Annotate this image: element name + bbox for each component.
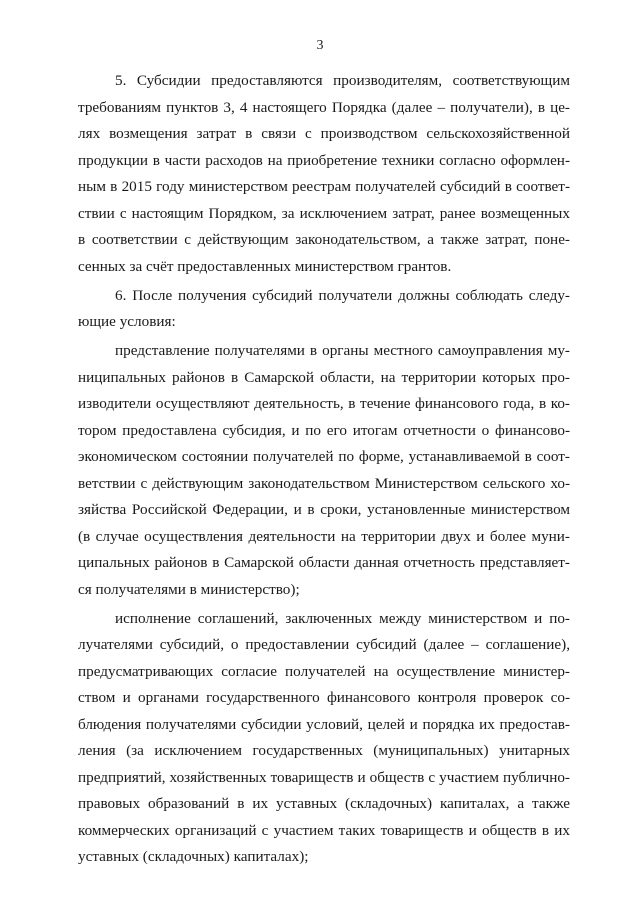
text-line: ся получателями в министерство); [78,580,300,598]
text-line: зяйства Российской Федерации, и в сроки, установленные министерством [78,501,570,518]
text-line: предусматривающих согласие получателей на осуществление министер- [78,662,570,680]
text-line: экономическом состоянии получателей по форме, устанавливаемой в соот- [78,448,570,465]
text-line: ления (за исключением государственных (муниципальных) унитарных [78,742,570,759]
text-line: ципальных районов в Самарской области данная отчетность представляет- [78,554,570,571]
text-line: правовых образований в их уставных (складочных) капиталах, а также [78,795,570,812]
text-line: уставных (складочных) капиталах); [78,848,309,865]
text-line: коммерческих организаций с участием таких товариществ и обществ в их [78,821,570,839]
text-line: лях возмещения затрат в связи с производством сельскохозяйственной [78,125,570,142]
text-line: 6. После получения субсидий получатели должны соблюдать следу- [115,286,570,304]
text-line: ющие условия: [78,313,176,330]
text-line: лучателями субсидий, о предоставлении субсидий (далее – соглашение), [78,636,570,653]
paragraph-conditions-intro [78,283,570,336]
text-line: представление получателями в органы местного самоуправления му- [115,342,570,359]
text-line: в соответствии с действующим законодательством, а также затрат, поне- [78,231,570,248]
text-line: ствии с настоящим Порядком, за исключением затрат, ранее возмещенных [78,204,570,222]
text-line: тором предоставлена субсидия, и по его итогам отчетности о финансово- [78,421,570,439]
text-line: продукции в части расходов на приобретение техники согласно оформлен- [78,151,570,169]
text-line: предприятий, хозяйственных товариществ и обществ с участием публично- [78,768,570,786]
page-number: 3 [316,38,324,53]
text-line: ством и органами государственного финансового контроля проверок со- [78,689,570,706]
text-line: требованиям пунктов 3, 4 настоящего Порядка (далее – получатели), в це- [78,98,570,116]
text-line: изводители осуществляют деятельность, в течение финансового года, в ко- [78,395,570,412]
document-body [78,68,570,871]
paragraph-subsidies-recipients [78,68,570,280]
text-line: исполнение соглашений, заключенных между министерством и по- [115,609,570,627]
text-line: (в случае осуществления деятельности на территории двух и более муни- [78,527,570,545]
paragraph-agreements-condition [78,606,570,871]
text-line: сенных за счёт предоставленных министерством грантов. [78,257,452,275]
text-line: ным в 2015 году министерством реестрам получателей субсидий в соответ- [78,178,570,195]
paragraph-reporting-condition [78,338,570,603]
text-line: 5. Субсидии предоставляются производителям, соответствующим [115,72,570,89]
text-line: блюдения получателями субсидии условий, целей и порядка их предостав- [78,715,570,733]
text-line: ниципальных районов в Самарской области, на территории которых про- [78,368,570,386]
text-line: ветствии с действующим законодательством Министерством сельского хо- [78,474,570,492]
